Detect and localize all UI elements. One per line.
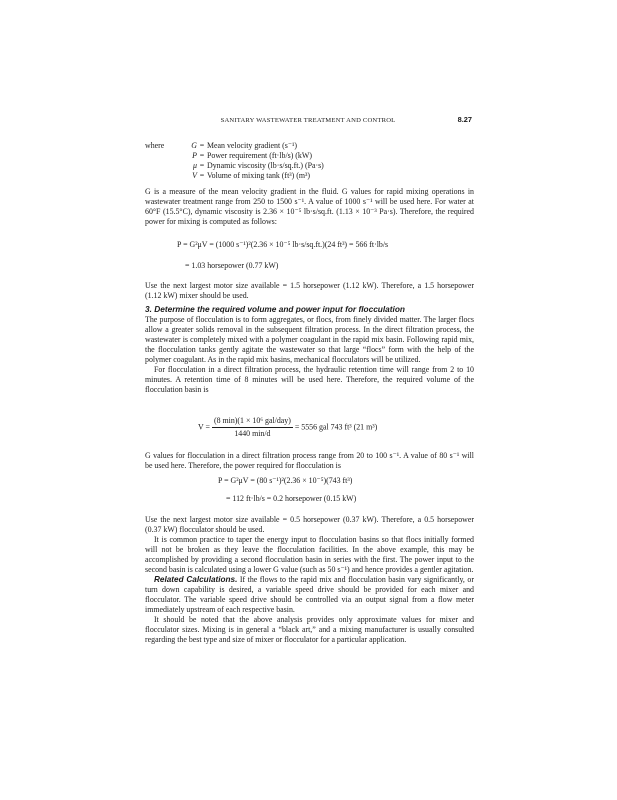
- definition-text: Dynamic viscosity (lb·s/sq.ft.) (Pa·s): [207, 161, 324, 170]
- paragraph-text: Use the next largest motor size available = 0.5 horsepower (0.37 kW). Therefore, a 0.5 horsepower (0.37 kW) flocculator should be used.: [145, 515, 474, 534]
- paragraph-g-floc: [145, 451, 474, 471]
- paragraph-text: G values for flocculation in a direct filtration process range from 20 to 100 s⁻¹. A value of 80 s⁻¹ will be used here. Therefore, the power required for flocculation is: [145, 451, 474, 470]
- definition-text: Mean velocity gradient (s⁻¹): [207, 141, 298, 150]
- variable-definitions: [145, 141, 474, 181]
- paragraph-g-measure: [145, 187, 474, 227]
- definition-symbol: μ: [193, 161, 197, 170]
- definition-symbol: P: [192, 151, 197, 160]
- fraction-denominator: 1440 min/d: [234, 429, 271, 438]
- running-header: SANITARY WASTEWATER TREATMENT AND CONTROL: [220, 117, 396, 124]
- equation-flocculation-hp: = 112 ft·lb/s = 0.2 horsepower (0.15 kW): [226, 494, 357, 503]
- section-heading: 3. Determine the required volume and power input for flocculation: [145, 304, 406, 314]
- equation-flocculation-power: P = G²μV = (80 s⁻¹)²(2.36 × 10⁻⁵)(743 ft³): [218, 476, 353, 485]
- paragraph-flocculation: [145, 315, 474, 395]
- paragraph-related: [145, 515, 474, 645]
- definition-symbol: G: [191, 141, 197, 150]
- definition-symbol: V: [192, 171, 197, 180]
- paragraph-text: For flocculation in a direct filtration process, the hydraulic retention time will range from 2 to 10 minutes. A retention time of 8 minutes will be used here. Therefore, the required volume of the flocculation basin is: [145, 365, 474, 394]
- paragraph-motor-rapid: [145, 281, 474, 301]
- page-number: 8.27: [457, 115, 472, 124]
- equation-rapid-mix-hp: = 1.03 horsepower (0.77 kW): [185, 261, 279, 270]
- equation-fraction: [212, 416, 293, 439]
- equation-rapid-mix-power: P = G²μV = (1000 s⁻¹)²(2.36 × 10⁻⁵ lb·s/sq.ft.)(24 ft³) = 566 ft·lb/s: [177, 240, 389, 249]
- definition-row: V = Volume of mixing tank (ft³) (m³): [145, 171, 474, 181]
- equation-flocculation-volume: [198, 416, 377, 439]
- paragraph-text: If the flows to the rapid mix and flocculation basin vary significantly, or turn down capability is desired, a variable speed drive should be provided for each mixer and flocculator. The variable speed drive should be controlled via an output signal from a flow meter immediately upstream of each respective basin.: [145, 575, 474, 614]
- fraction-numerator: (8 min)(1 × 10⁶ gal/day): [212, 416, 293, 428]
- equation-rhs: = 5556 gal 743 ft³ (21 m³): [294, 422, 378, 432]
- equation-lhs: V =: [198, 422, 210, 432]
- definition-row: μ = Dynamic viscosity (lb·s/sq.ft.) (Pa·s): [145, 161, 474, 171]
- definition-row: P = Power requirement (ft·lb/s) (kW): [145, 151, 474, 161]
- definition-text: Power requirement (ft·lb/s) (kW): [207, 151, 312, 160]
- definition-lead: where: [145, 141, 165, 150]
- paragraph-text: It is common practice to taper the energy input to flocculation basins so that flocs initially formed will not be broken as they leave the flocculation facilities. In the above example, this may be accomplished by providing a second flocculation basin in series with the first. The power input to the second basin is calculated using a lower G value (such as 50 s⁻¹) and hence provides a gentler agitation.: [145, 535, 474, 574]
- definition-text: Volume of mixing tank (ft³) (m³): [207, 171, 310, 180]
- definition-row: where G = Mean velocity gradient (s⁻¹): [145, 141, 298, 150]
- paragraph-text: It should be noted that the above analysis provides only approximate values for mixer and flocculator sizes. Mixing is in general a “black art,” and a mixing manufacturer is usually consulted regarding the best type and size of mixer or flocculator for a particular application.: [145, 615, 474, 644]
- paragraph-text: G is a measure of the mean velocity gradient in the fluid. G values for rapid mixing operations in wastewater treatment range from 250 to 1500 s⁻¹. A value of 1000 s⁻¹ will be used here. For water at 60°F (15.5°C), dynamic viscosity is 2.36 × 10⁻⁵ lb·s/sq.ft. (1.13 × 10⁻³ Pa·s). Therefore, the required power for mixing is computed as follows:: [145, 187, 474, 226]
- paragraph-text: The purpose of flocculation is to form aggregates, or flocs, from finely divided matter. The larger flocs allow a greater solids removal in the subsequent filtration process. In the direct filtration process, the wastewater is completely mixed with a polymer coagulant in the rapid mix basin. Following rapid mix, the flocculation tanks gently agitate the wastewater so that large “flocs” form with the help of the polymer coagulant. As in the rapid mix basins, mechanical flocculators will be utilized.: [145, 315, 474, 364]
- paragraph-related-calculations: [145, 575, 474, 615]
- paragraph-text: Use the next largest motor size available = 1.5 horsepower (1.12 kW). Therefore, a 1.5 horsepower (1.12 kW) mixer should be used.: [145, 281, 474, 300]
- related-calculations-label: Related Calculations.: [154, 575, 238, 584]
